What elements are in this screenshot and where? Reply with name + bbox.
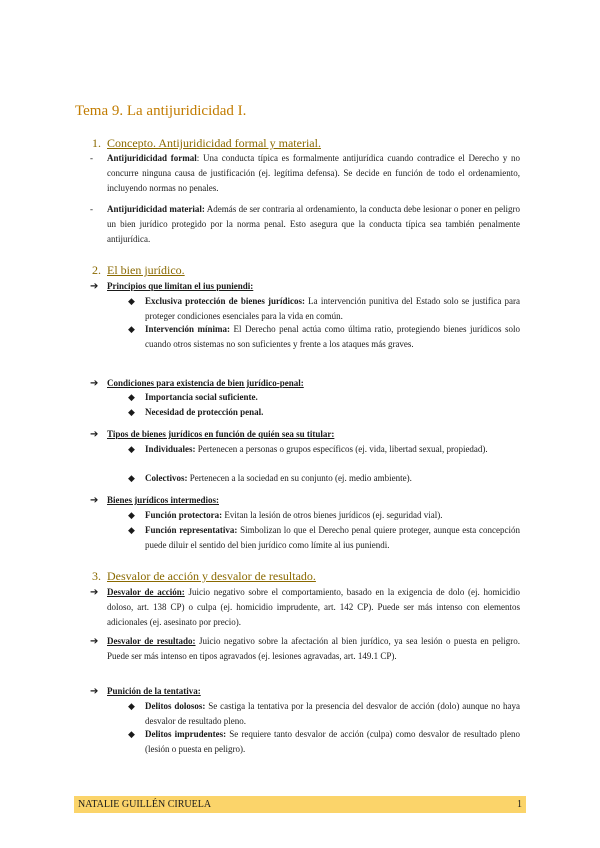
arrow-icon: ➔ — [90, 495, 99, 506]
arrow-item: ➔ Principios que limitan el ius puniendi: — [90, 281, 254, 292]
footer-author: NATALIE GUILLÉN CIRUELA — [78, 799, 212, 810]
arrow-icon: ➔ — [90, 636, 99, 647]
dash-marker: - — [90, 204, 93, 214]
diamond-icon: ◆ — [128, 324, 135, 334]
arrow-item: ➔ Bienes jurídicos intermedios: — [90, 495, 219, 506]
dash-marker: - — [90, 153, 93, 163]
sub-item: ◆ Función representativa: Simbolizan lo que el Derecho penal quiere proteger, aunque esta concepción puede diluir el sentido del bien jurídico como límite al ius puniendi. — [128, 525, 520, 550]
arrow-icon: ➔ — [90, 281, 99, 292]
sub-item: ◆ Colectivos: Pertenecen a la sociedad en su conjunto (ej. medio ambiente). — [128, 471, 520, 486]
section-2-heading — [92, 263, 185, 278]
diamond-icon: ◆ — [128, 701, 135, 711]
diamond-icon: ◆ — [128, 473, 135, 483]
diamond-icon: ◆ — [128, 729, 135, 739]
section-title: Desvalor de acción y desvalor de resultado. — [107, 569, 316, 583]
arrow-icon: ➔ — [90, 429, 99, 440]
section-title: Concepto. Antijuridicidad formal y material. — [107, 136, 321, 150]
sub-item: ◆ Importancia social suficiente. — [128, 390, 520, 405]
page-title: Tema 9. La antijuridicidad I. — [75, 103, 247, 119]
sub-item: ◆ Intervención mínima: El Derecho penal actúa como última ratio, protegiendo bienes jurídicos solo cuando otros sistemas no son suficientes y frente a los ataques más graves. — [128, 324, 520, 349]
arrow-item: ➔ Desvalor de resultado: Juicio negativo sobre la afectación al bien jurídico, ya sea lesión o puesta en peligro. Puede ser más intenso en tipos agravados (ej. lesiones agravadas, art. 149.1 CP). — [90, 636, 520, 661]
bullet-item: - Antijuridicidad formal: Una conducta típica es formalmente antijurídica cuando contradice el Derecho y no concurre ninguna causa de justificación (ej. legítima defensa). Se decide en función de todo el ordenamiento, incluyendo normas no penales. — [90, 153, 520, 193]
section-3-heading — [92, 569, 316, 584]
section-title: El bien jurídico. — [107, 263, 185, 277]
arrow-icon: ➔ — [90, 378, 99, 389]
page-footer — [74, 796, 526, 813]
diamond-icon: ◆ — [128, 392, 135, 402]
sub-item: ◆ Función protectora: Evitan la lesión de otros bienes jurídicos (ej. seguridad vial). — [128, 508, 520, 523]
arrow-item: ➔ Condiciones para existencia de bien jurídico-penal: — [90, 378, 304, 389]
diamond-icon: ◆ — [128, 510, 135, 520]
sub-item: ◆ Necesidad de protección penal. — [128, 405, 520, 420]
sub-item: ◆ Exclusiva protección de bienes jurídicos: La intervención punitiva del Estado solo se justifica para proteger condiciones esenciales para la vida en común. — [128, 296, 520, 321]
diamond-icon: ◆ — [128, 296, 135, 306]
bullet-item: - Antijuridicidad material: Además de ser contraria al ordenamiento, la conducta debe lesionar o poner en peligro un bien jurídico protegido por la norma penal. Esto asegura que la conducta típica sea también penalmente antijurídica. — [90, 204, 520, 244]
diamond-icon: ◆ — [128, 444, 135, 454]
sub-item: ◆ Delitos imprudentes: Se requiere tanto desvalor de acción (culpa) como desvalor de resultado pleno (lesión o puesta en peligro). — [128, 729, 521, 754]
section-number: 1. — [92, 136, 101, 150]
diamond-icon: ◆ — [128, 407, 135, 417]
section-number: 3. — [92, 569, 101, 583]
arrow-icon: ➔ — [90, 686, 99, 697]
page-number: 1 — [517, 799, 522, 810]
arrow-item: ➔ Tipos de bienes jurídicos en función de quién sea su titular: — [90, 429, 335, 440]
section-1-heading — [92, 136, 321, 151]
section-number: 2. — [92, 263, 101, 277]
arrow-icon: ➔ — [90, 587, 99, 598]
diamond-icon: ◆ — [128, 525, 135, 535]
arrow-item: ➔ Punición de la tentativa: — [90, 686, 201, 697]
arrow-item: ➔ Desvalor de acción: Juicio negativo sobre el comportamiento, basado en la exigencia de dolo (ej. homicidio doloso, art. 138 CP) o culpa (ej. homicidio imprudente, art. 142 CP). Puede ser más intenso con elementos adicionales (ej. asesinato por precio). — [90, 587, 521, 627]
sub-item: ◆ Individuales: Pertenecen a personas o grupos específicos (ej. vida, libertad sexual, propiedad). — [128, 442, 520, 457]
sub-item: ◆ Delitos dolosos: Se castiga la tentativa por la presencia del desvalor de acción (dolo) aunque no haya desvalor de resultado pleno. — [128, 701, 520, 726]
